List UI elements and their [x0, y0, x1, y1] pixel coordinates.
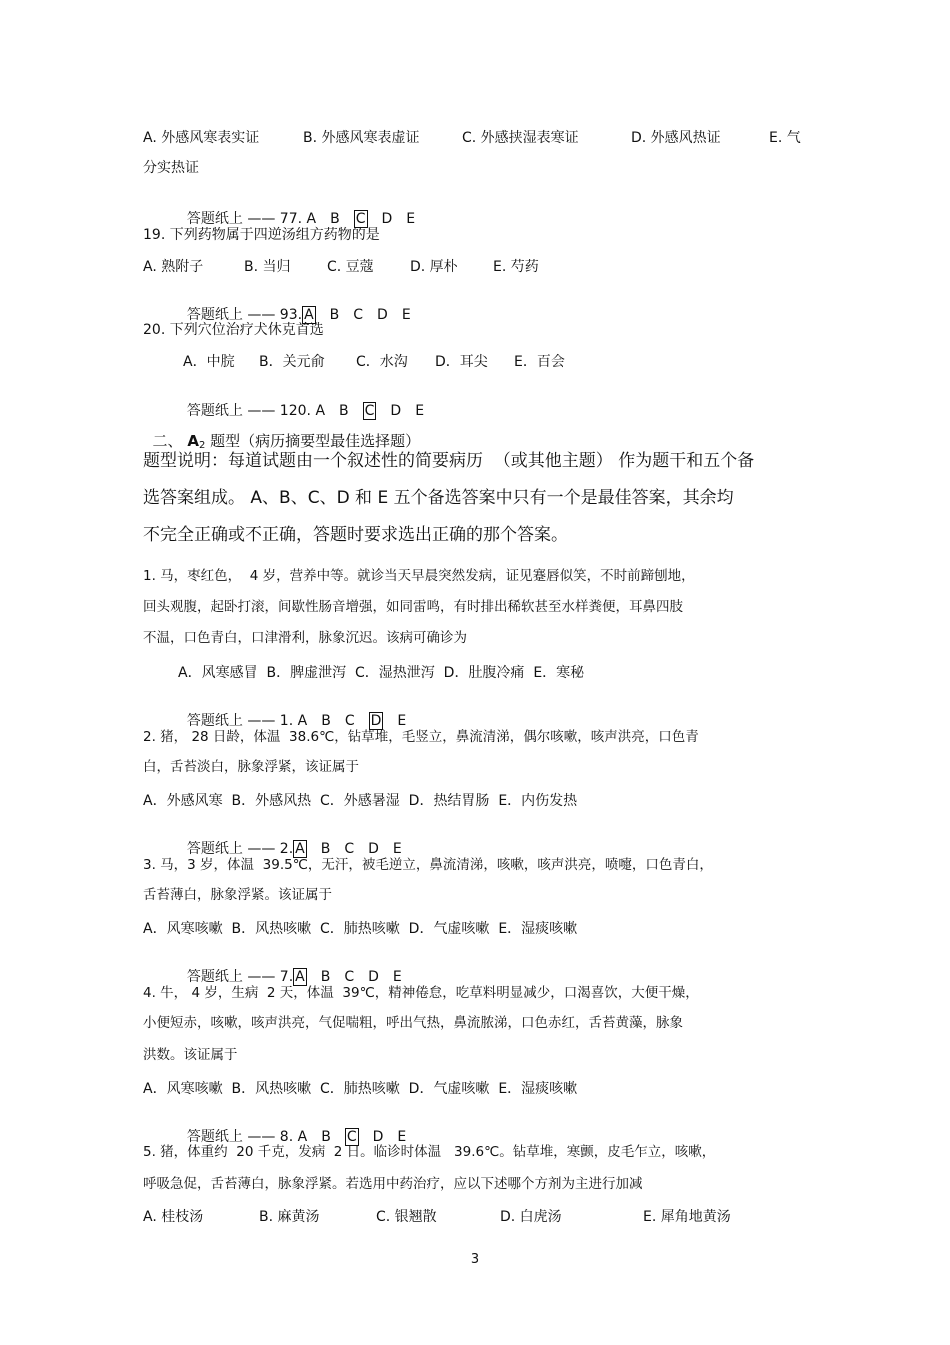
a5-option-b: B. 麻黄汤 [259, 1209, 320, 1225]
section-desc-line2: 选答案组成。 A、B、C、D 和 E 五个备选答案中只有一个是最佳答案，其余均 [143, 488, 734, 508]
section-type-letter: A [187, 432, 199, 450]
answer-letter: B [320, 841, 331, 857]
answer-letter: D [390, 403, 402, 419]
a3-answer-line [178, 950, 416, 986]
q19-option-a: A. 熟附子 [143, 259, 204, 275]
answer-letter: D [368, 841, 379, 857]
answer-letter-selected: D [370, 713, 382, 729]
a2-stem-line2: 白，舌苔淡白，脉象浮紧，该证属于 [143, 759, 359, 775]
a1-options: A．风寒感冒 B．脾虚泄泻 C．湿热泄泻 D．肚腹冷痛 E．寒秘 [178, 665, 585, 681]
a5-option-e: E. 犀角地黄汤 [643, 1209, 731, 1225]
section-number: 二、 [152, 432, 188, 450]
a5-option-d: D. 白虎汤 [500, 1209, 562, 1225]
answer-letter-selected: C [364, 403, 375, 419]
answer-prefix: 答题纸上 —— 7. [186, 969, 294, 985]
a5-option-a: A. 桂枝汤 [143, 1209, 204, 1225]
a2-answer-line [178, 822, 416, 858]
section-type-name: 题型（病历摘要型最佳选择题） [205, 432, 421, 450]
q18-option-b: B. 外感风寒表虚证 [303, 130, 420, 146]
a1-stem-line2: 回头观腹，起卧打滚，间歇性肠音增强，如同雷鸣，有时排出稀软甚至水样粪便，耳鼻四肢 [143, 599, 683, 615]
a5-option-c: C. 银翘散 [376, 1209, 437, 1225]
answer-prefix: 答题纸上 —— 1. [186, 713, 298, 729]
q20-option-d: D．耳尖 [435, 354, 488, 370]
section-desc-line1: 题型说明：每道试题由一个叙述性的简要病历 （或其他主题） 作为题干和五个备 [143, 451, 755, 471]
a2-stem-line1: 2. 猪， 28 日龄，体温 38.6℃，钻草堆，毛竖立，鼻流清涕，偶尔咳嗽，咳声洪亮，口色青 [143, 729, 699, 745]
q19-stem: 19. 下列药物属于四逆汤组方药物的是 [143, 227, 380, 243]
answer-letter: E [397, 1129, 407, 1145]
a1-stem-line3: 不温，口色青白，口津滑利，脉象沉迟。该病可确诊为 [143, 630, 467, 646]
q20-option-c: C．水沟 [356, 354, 408, 370]
answer-letter: C [344, 841, 355, 857]
a5-stem-line1: 5. 猪，体重约 20 千克，发病 2 日。临诊时体温 39.6℃。钻草堆，寒颤，皮毛乍立，咳嗽， [143, 1144, 716, 1160]
answer-letter: E [406, 211, 416, 227]
q19-option-c: C. 豆蔻 [327, 259, 374, 275]
answer-prefix: 答题纸上 —— 2. [186, 841, 294, 857]
a4-options: A．风寒咳嗽 B．风热咳嗽 C．肺热咳嗽 D．气虚咳嗽 E．湿痰咳嗽 [143, 1081, 578, 1097]
answer-letter: B [339, 403, 349, 419]
answer-letter: A [306, 211, 317, 227]
q20-stem: 20. 下列穴位治疗犬休克首选 [143, 322, 324, 338]
q18-option-c: C. 外感挟湿表寒证 [462, 130, 579, 146]
answer-letter: C [353, 307, 364, 323]
answer-prefix: 答题纸上 —— 77. [186, 211, 307, 227]
answer-letter: C [344, 713, 355, 729]
answer-letter-selected: A [304, 307, 314, 323]
answer-letter: B [321, 1129, 331, 1145]
answer-letter-selected: A [295, 969, 305, 985]
answer-letter: A [297, 1129, 308, 1145]
answer-letter: B [329, 307, 340, 323]
answer-letter: E [392, 841, 402, 857]
answer-letter: E [415, 403, 425, 419]
a1-answer-line [178, 694, 420, 730]
answer-letter: B [320, 969, 331, 985]
a4-answer-line [178, 1110, 420, 1146]
a5-stem-line2: 呼吸急促，舌苔薄白，脉象浮紧。若选用中药治疗，应以下述哪个方剂为主进行加减 [143, 1176, 643, 1192]
a4-stem-line1: 4. 牛， 4 岁，生病 2 天，体温 39℃，精神倦怠，吃草料明显减少，口渴喜饮，大便干燥， [143, 985, 699, 1001]
q18-option-e: E. 气 [769, 130, 801, 146]
answer-letter: E [401, 307, 411, 323]
answer-prefix: 答题纸上 —— 93. [186, 307, 303, 323]
a1-stem-line1: 1. 马，枣红色， 4 岁，营养中等。就诊当天早晨突然发病，证见蹇唇似笑，不时前蹄刨地， [143, 568, 695, 584]
answer-letter-selected: A [295, 841, 305, 857]
a3-stem-line1: 3. 马，3 岁，体温 39.5℃，无汗，被毛逆立，鼻流清涕，咳嗽，咳声洪亮，喷嚏，口色青白， [143, 857, 713, 873]
section-desc-line3: 不完全正确或不正确，答题时要求选出正确的那个答案。 [143, 525, 568, 545]
answer-letter: B [321, 713, 331, 729]
answer-letter: D [372, 1129, 384, 1145]
q20-option-b: B．关元俞 [259, 354, 325, 370]
q20-option-a: A．中脘 [183, 354, 235, 370]
answer-prefix: 答题纸上 —— 8. [186, 1129, 298, 1145]
q18-option-d: D. 外感风热证 [631, 130, 721, 146]
a3-stem-line2: 舌苔薄白，脉象浮紧。该证属于 [143, 887, 332, 903]
answer-letter: E [392, 969, 402, 985]
q19-option-b: B. 当归 [244, 259, 291, 275]
a4-stem-line3: 洪数。该证属于 [143, 1047, 238, 1063]
q19-option-d: D. 厚朴 [410, 259, 458, 275]
section-title [143, 414, 420, 455]
answer-letter: B [330, 211, 340, 227]
answer-letter: D [368, 969, 379, 985]
q19-answer-line [178, 288, 425, 324]
q18-option-a: A. 外感风寒表实证 [143, 130, 260, 146]
answer-letter: A [297, 713, 308, 729]
q18-answer-line [178, 192, 429, 228]
q19-option-e: E. 芍药 [493, 259, 539, 275]
section-type-subscript: 2 [198, 440, 206, 451]
q18-option-continuation: 分实热证 [143, 160, 199, 176]
answer-letter: D [381, 211, 393, 227]
q20-option-e: E．百会 [514, 354, 565, 370]
a2-options: A．外感风寒 B．外感风热 C．外感暑湿 D．热结胃肠 E．内伤发热 [143, 793, 578, 809]
answer-letter: A [315, 403, 326, 419]
answer-letter-selected: C [346, 1129, 357, 1145]
answer-letter: C [344, 969, 355, 985]
answer-prefix: 答题纸上 —— 120. [186, 403, 316, 419]
answer-letter-selected: C [355, 211, 366, 227]
page-number: 3 [470, 1252, 480, 1267]
a4-stem-line2: 小便短赤，咳嗽，咳声洪亮，气促喘粗，呼出气热，鼻流脓涕，口色赤红，舌苔黄藻，脉象 [143, 1015, 683, 1031]
answer-letter: E [397, 713, 407, 729]
answer-letter: D [377, 307, 388, 323]
a3-options: A．风寒咳嗽 B．风热咳嗽 C．肺热咳嗽 D．气虚咳嗽 E．湿痰咳嗽 [143, 921, 578, 937]
